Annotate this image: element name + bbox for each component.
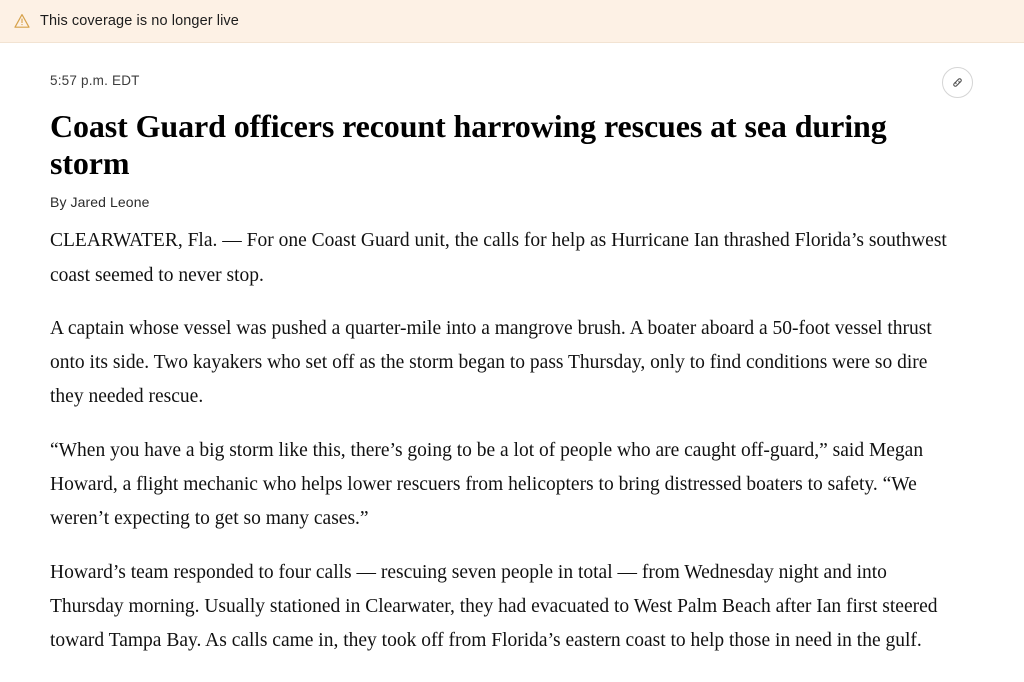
article-body (50, 224, 964, 658)
article-headline: Coast Guard officers recount harrowing rescues at sea during storm (50, 108, 887, 182)
warning-triangle-icon (14, 13, 30, 29)
live-coverage-alert-banner (0, 0, 1024, 43)
share-link-button[interactable] (942, 67, 973, 98)
article-paragraph: CLEARWATER, Fla. — For one Coast Guard unit, the calls for help as Hurricane Ian thrashed Florida’s southwest coast seemed to never stop. (50, 230, 947, 286)
article-paragraph: Howard’s team responded to four calls — rescuing seven people in total — from Wednesday night and into Thursday morning. Usually stationed in Clearwater, they had evacuated to West Palm Beach after Ian first steered toward Tampa Bay. As calls came in, they took off from Florida’s eastern coast to help those in need in the gulf. (50, 561, 938, 652)
article-timestamp: 5:57 p.m. EDT (50, 73, 140, 88)
article-paragraph: “When you have a big storm like this, there’s going to be a lot of people who are caught off-guard,” said Megan Howard, a flight mechanic who helps lower rescuers from helicopters to bring distressed boaters to safety. “We weren’t expecting to get so many cases.” (50, 439, 924, 530)
alert-message: This coverage is no longer live (40, 13, 239, 29)
article-paragraph: A captain whose vessel was pushed a quarter-mile into a mangrove brush. A boater aboard a 50-foot vessel thrust onto its side. Two kayakers who set off as the storm began to pass Thursday, only to find conditions were so dire they needed rescue. (50, 317, 932, 408)
link-chain-icon (950, 75, 965, 90)
article-meta-row (50, 43, 964, 98)
article-byline: By Jared Leone (50, 194, 150, 211)
article-container (0, 43, 1024, 659)
